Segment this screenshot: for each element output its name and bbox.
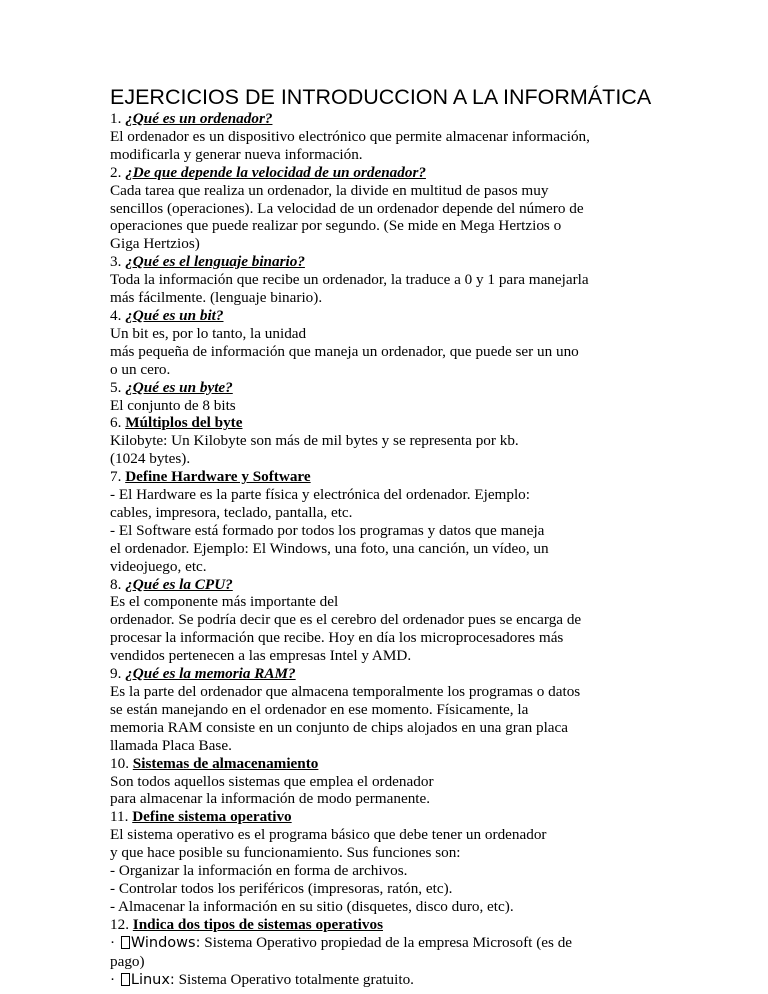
question-heading [110, 379, 710, 397]
question-number: 7. [110, 468, 122, 486]
bullet: · [110, 933, 116, 951]
document-title: EJERCICIOS DE INTRODUCCION A LA INFORMÁTICA [110, 85, 652, 109]
question-number: 11. [110, 808, 129, 826]
answer-line: sencillos (operaciones). La velocidad de un ordenador depende del número de [110, 199, 584, 217]
question-title: ¿De que depende la velocidad de un ordenador? [125, 163, 426, 181]
answer-line: operaciones que puede realizar por segundo. (Se mide en Mega Hertzios o [110, 217, 562, 235]
answer-line: cables, impresora, teclado, pantalla, etc. [110, 503, 353, 521]
answer-line: Son todos aquellos sistemas que emplea el ordenador [110, 772, 434, 790]
question-number: 4. [110, 306, 122, 324]
question-heading [110, 808, 710, 826]
question-number: 2. [110, 163, 122, 181]
question-heading [110, 755, 710, 773]
question-title: ¿Qué es la memoria RAM? [125, 665, 296, 683]
answer-line: Es la parte del ordenador que almacena temporalmente los programas o datos [110, 683, 581, 700]
answer-line: Un bit es, por lo tanto, la unidad [110, 324, 307, 342]
answer-line: más fácilmente. (lenguaje binario). [110, 289, 323, 307]
question-number: 5. [110, 378, 122, 396]
missing-glyph-icon [121, 973, 130, 986]
question-number: 8. [110, 575, 122, 593]
answer-line: más pequeña de información que maneja un ordenador, que puede ser un uno [110, 342, 579, 360]
answer-line: (1024 bytes). [110, 450, 191, 468]
question-heading [110, 253, 710, 271]
answer-line: Cada tarea que realiza un ordenador, la divide en multitud de pasos muy [110, 181, 549, 199]
answer-line: El conjunto de 8 bits [110, 396, 236, 414]
answer-line: - El Hardware es la parte física y electrónica del ordenador. Ejemplo: [110, 486, 530, 504]
os-list-item [110, 934, 710, 953]
answer-line: - Organizar la información en forma de archivos. [110, 862, 408, 880]
answer-line: videojuego, etc. [110, 557, 207, 575]
answer-line: - El Software está formado por todos los programas y datos que maneja [110, 521, 545, 539]
question-title: ¿Qué es un bit? [125, 306, 224, 324]
question-title: Indica dos tipos de sistemas operativos [132, 915, 383, 933]
os-description-continued: pago) [110, 952, 145, 970]
answer-line: vendidos pertenecen a las empresas Intel y AMD. [110, 647, 412, 665]
answer-line: ordenador. Se podría decir que es el cerebro del ordenador pues se encarga de [110, 611, 582, 629]
question-number: 1. [110, 110, 122, 127]
document-page [110, 84, 710, 989]
answer-line: o un cero. [110, 360, 171, 378]
os-name: Windows: [130, 934, 201, 951]
answer-line: para almacenar la información de modo permanente. [110, 790, 431, 808]
question-title: Define sistema operativo [132, 808, 292, 826]
question-title: ¿Qué es el lenguaje binario? [125, 253, 305, 271]
os-description: Sistema Operativo propiedad de la empresa Microsoft (es de [204, 933, 573, 951]
answer-line: llamada Placa Base. [110, 736, 232, 754]
question-heading [110, 576, 710, 594]
question-title: Múltiplos del byte [125, 414, 243, 432]
question-title: ¿Qué es un byte? [125, 378, 233, 396]
question-title: Sistemas de almacenamiento [132, 754, 319, 772]
answer-line: - Controlar todos los periféricos (impresoras, ratón, etc). [110, 879, 453, 897]
question-number: 6. [110, 414, 122, 432]
question-title: ¿Qué es un ordenador? [125, 110, 273, 127]
question-title: ¿Qué es la CPU? [125, 575, 233, 593]
answer-line: procesar la información que recibe. Hoy en día los microprocesadores más [110, 629, 564, 647]
bullet: · [110, 970, 116, 988]
question-heading [110, 110, 710, 128]
answer-line: modificarla y generar nueva información. [110, 145, 363, 163]
question-heading [110, 468, 710, 486]
os-list-item [110, 971, 710, 990]
question-number: 3. [110, 253, 122, 271]
question-heading [110, 665, 710, 683]
os-name: Linux: [130, 971, 175, 988]
answer-line: El sistema operativo es el programa básico que debe tener un ordenador [110, 826, 547, 844]
question-heading [110, 307, 710, 325]
os-description: Sistema Operativo totalmente gratuito. [178, 970, 414, 988]
answer-line: y que hace posible su funcionamiento. Sus funciones son: [110, 844, 461, 862]
answer-line: Giga Hertzios) [110, 235, 200, 253]
question-heading [110, 916, 710, 934]
question-number: 9. [110, 665, 122, 683]
question-heading [110, 414, 710, 432]
missing-glyph-icon [121, 936, 130, 949]
answer-line: El ordenador es un dispositivo electrónico que permite almacenar información, [110, 127, 590, 145]
question-number: 10. [110, 754, 129, 772]
answer-line: se están manejando en el ordenador en ese momento. Físicamente, la [110, 700, 529, 718]
question-heading [110, 164, 710, 182]
question-title: Define Hardware y Software [125, 468, 311, 486]
answer-line: el ordenador. Ejemplo: El Windows, una foto, una canción, un vídeo, un [110, 539, 549, 557]
question-number: 12. [110, 915, 129, 933]
answer-line: Es el componente más importante del [110, 593, 339, 611]
answer-line: Toda la información que recibe un ordenador, la traduce a 0 y 1 para manejarla [110, 271, 589, 289]
answer-line: Kilobyte: Un Kilobyte son más de mil bytes y se representa por kb. [110, 432, 519, 450]
answer-line: memoria RAM consiste en un conjunto de chips alojados en una gran placa [110, 718, 569, 736]
answer-line: - Almacenar la información en su sitio (disquetes, disco duro, etc). [110, 897, 514, 915]
exercise-list [110, 110, 710, 989]
